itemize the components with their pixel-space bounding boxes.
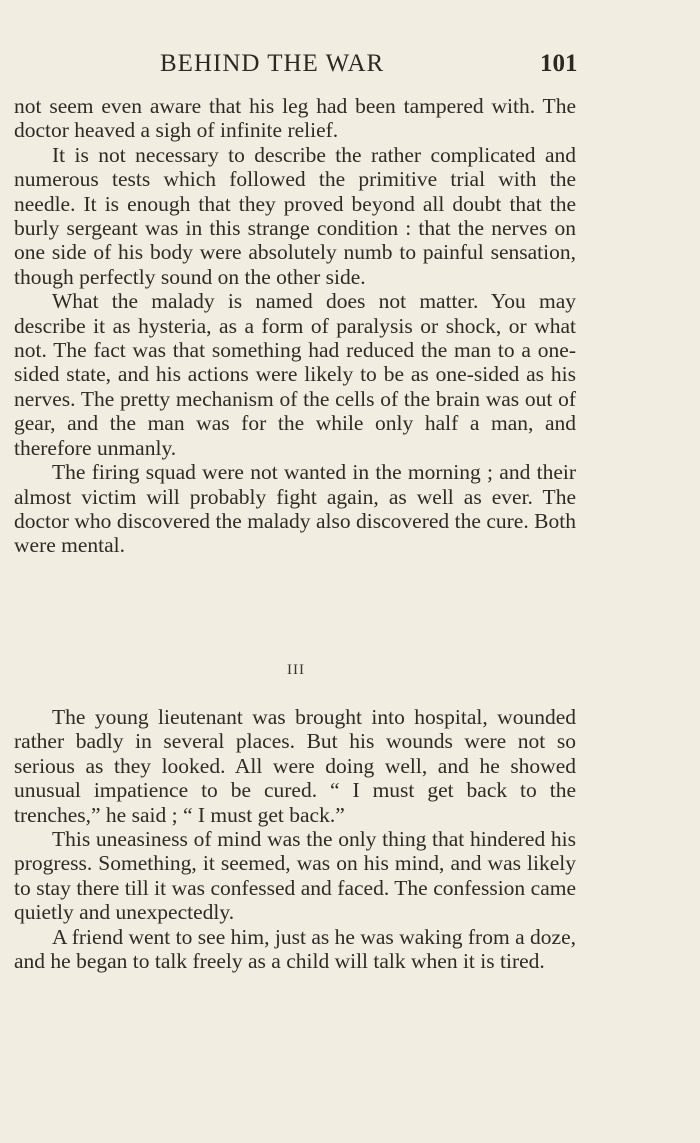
paragraph: This uneasiness of mind was the only thing that hindered his progress. Something, it seemed, was on his mind, and was likely to stay there till it was confessed and faced. The confession came quietly and unexpectedly. [14, 827, 576, 925]
body-text-bottom [14, 705, 576, 973]
body-text-top [14, 94, 576, 558]
paragraph: A friend went to see him, just as he was waking from a doze, and he began to talk freely as a child will talk when it is tired. [14, 924, 576, 974]
page-number: 101 [540, 50, 578, 77]
paragraph: What the malady is named does not matter. You may describe it as hysteria, as a form of paralysis or shock, or what not. The fact was that something had reduced the man to a one-sided state, and his actions were likely to be as one-sided as his nerves. The pretty mechanism of the cells of the brain was out of gear, and the man was for the while only half a man, and therefore unmanly. [14, 289, 576, 460]
paragraph: not seem even aware that his leg had been tampered with. The doctor heaved a sigh of infinite relief. [14, 94, 576, 143]
section-number: III [287, 662, 305, 678]
paragraph: The firing squad were not wanted in the morning ; and their almost victim will probably fight again, as well as ever. The doctor who discovered the malady also discovered the cure. Both were mental. [14, 460, 576, 558]
paragraph: The young lieutenant was brought into hospital, wounded rather badly in several places. But his wounds were not so serious as they looked. All were doing well, and he showed unusual impatience to be cured. “ I must get back to the trenches,” he said ; “ I must get back.” [14, 705, 576, 827]
page-header [0, 50, 700, 84]
running-title: BEHIND THE WAR [160, 50, 385, 77]
paragraph: It is not necessary to describe the rather complicated and numerous tests which followed the primitive trial with the needle. It is enough that they proved beyond all doubt that the burly sergeant was in this strange condition : that the nerves on one side of his body were absolutely numb to painful sensation, though perfectly sound on the other side. [14, 142, 576, 289]
